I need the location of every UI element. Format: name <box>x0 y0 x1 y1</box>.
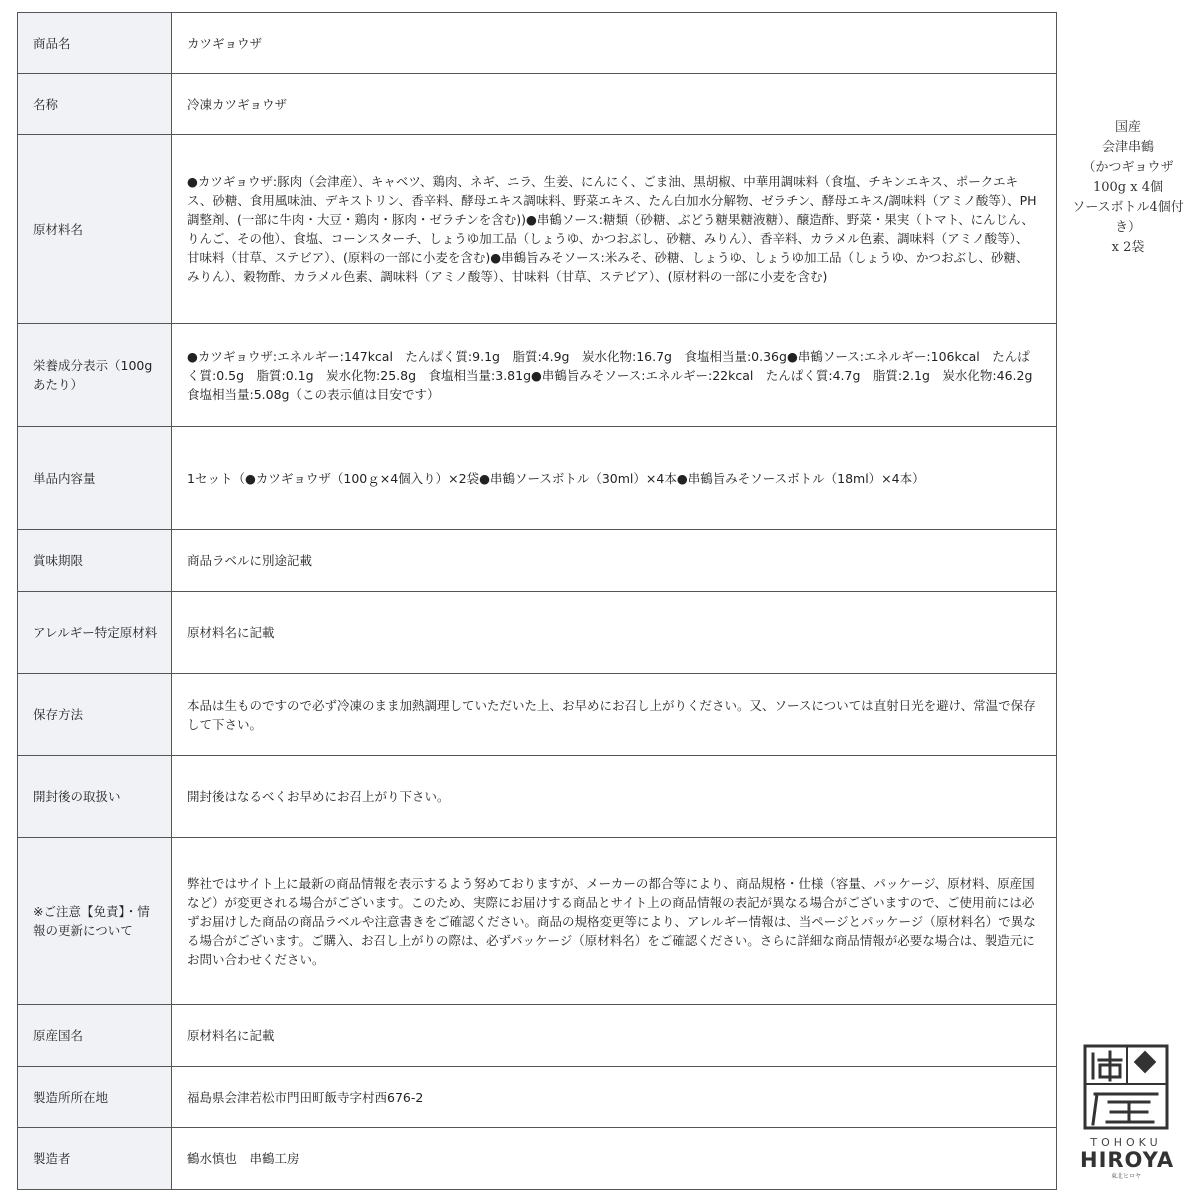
row-value: 弊社ではサイト上に最新の商品情報を表示するよう努めておりますが、メーカーの都合等により、商品規格・仕様（容量、パッケージ、原材料、原産国など）が変更される場合がございます。このため、実際にお届けする商品とサイト上の商品情報の表記が異なる場合がございますので、ご使用前には必ずお届けした商品の商品ラベルや注意書きをご確認ください。商品の規格変更等により、アレルギー情報は、当ページとパッケージ（原材料名）で異なる場合がございます。ご購入、お召し上がりの際は、必ずパッケージ（原材料名）をご確認ください。さらに詳細な商品情報が必要な場合は、製造元にお問い合わせください。 <box>172 838 1057 1005</box>
row-value: 鶴水慎也 串鶴工房 <box>172 1128 1057 1190</box>
table-row <box>18 674 1057 756</box>
table-row <box>18 592 1057 674</box>
row-label: 原産国名 <box>18 1005 172 1067</box>
summary-line: x 2袋 <box>1111 240 1145 255</box>
table-row <box>18 1067 1057 1128</box>
summary-line: 国産 <box>1114 120 1141 135</box>
table-row <box>18 135 1057 324</box>
table-row <box>18 838 1057 1005</box>
row-label: 名称 <box>18 74 172 135</box>
row-label: 製造者 <box>18 1128 172 1190</box>
row-value: 本品は生ものですので必ず冷凍のまま加熱調理していただいた上、お早めにお召し上がりください。又、ソースについては直射日光を避け、常温で保存して下さい。 <box>172 674 1057 756</box>
row-label: 栄養成分表示（100gあたり） <box>18 324 172 427</box>
row-label: ※ご注意【免責】・情報の更新について <box>18 838 172 1005</box>
logo-region-text: TOHOKU <box>1090 1136 1162 1149</box>
summary-line: 会津串鶴 <box>1101 140 1154 155</box>
summary-line: 100g x 4個 <box>1092 180 1163 195</box>
table-row <box>18 1005 1057 1067</box>
logo-brand-name: HIROYA <box>1080 1148 1175 1172</box>
table-row <box>18 756 1057 838</box>
row-label: 単品内容量 <box>18 427 172 530</box>
row-value: 冷凍カツギョウザ <box>172 74 1057 135</box>
row-value: 1セット（●カツギョウザ（100ｇ×4個入り）×2袋●串鶴ソースボトル（30ml）×4本●串鶴旨みそソースボトル（18ml）×4本） <box>172 427 1057 530</box>
row-value: 商品ラベルに別途記載 <box>172 530 1057 592</box>
row-value: カツギョウザ <box>172 13 1057 74</box>
row-label: 商品名 <box>18 13 172 74</box>
logo-subtext: 東北ヒロヤ <box>1110 1173 1141 1180</box>
product-spec-table <box>17 12 1057 1190</box>
table-row <box>18 74 1057 135</box>
row-label: 賞味期限 <box>18 530 172 592</box>
brand-logo <box>1080 1044 1175 1180</box>
row-value: ●カツギョウザ:エネルギー:147kcal たんぱく質:9.1g 脂質:4.9g 炭水化物:16.7g 食塩相当量:0.36g●串鶴ソース:エネルギー:106kcal たんぱく質:0.5g 脂質:0.1g 炭水化物:25.8g 食塩相当量:3.81g●串鶴旨みそソース:エネルギー:22kcal たんぱく質:4.7g 脂質:2.1g 炭水化物:46.2g 食塩相当量:5.08g（この表示値は目安です） <box>172 324 1057 427</box>
summary-line: （かつギョウザ <box>1082 160 1174 175</box>
summary-line: ソースボトル4個付き） <box>1072 200 1184 235</box>
hiroya-mark-icon <box>1083 1044 1169 1130</box>
row-label: 開封後の取扱い <box>18 756 172 838</box>
table-row <box>18 13 1057 74</box>
row-value: 開封後はなるべくお早めにお召上がり下さい。 <box>172 756 1057 838</box>
row-value: ●カツギョウザ:豚肉（会津産）、キャベツ、鶏肉、ネギ、ニラ、生姜、にんにく、ごま油、黒胡椒、中華用調味料（食塩、チキンエキス、ポークエキス、砂糖、食用風味油、デキストリン、香辛料、酵母エキス調味料、野菜エキス、たん白加水分解物、ゼラチン、酵母エキス/調味料（アミノ酸等）、PH調整剤、(一部に牛肉・大豆・鶏肉・豚肉・ゼラチンを含む))●串鶴ソース:糖類（砂糖、ぶどう糖果糖液糖）、醸造酢、野菜・果実（トマト、にんじん、りんご、その他）、食塩、コーンスターチ、しょうゆ加工品（しょうゆ、かつおぶし、砂糖、みりん）、香辛料、カラメル色素、調味料（アミノ酸等）、甘味料（甘草、ステビア）、(原料の一部に小麦を含む)●串鶴旨みそソース:米みそ、砂糖、しょうゆ、しょうゆ加工品（しょうゆ、かつおぶし、砂糖、みりん）、穀物酢、カラメル色素、調味料（アミノ酸等）、甘味料（甘草、ステビア）、(原材料の一部に小麦を含む) <box>172 135 1057 324</box>
row-value: 原材料名に記載 <box>172 592 1057 674</box>
table-row <box>18 530 1057 592</box>
row-label: 保存方法 <box>18 674 172 756</box>
row-value: 原材料名に記載 <box>172 1005 1057 1067</box>
table-row <box>18 324 1057 427</box>
row-value: 福島県会津若松市門田町飯寺字村西676-2 <box>172 1067 1057 1128</box>
table-row <box>18 427 1057 530</box>
row-label: 原材料名 <box>18 135 172 324</box>
table-row <box>18 1128 1057 1190</box>
row-label: 製造所所在地 <box>18 1067 172 1128</box>
row-label: アレルギー特定原材料 <box>18 592 172 674</box>
product-summary <box>1068 118 1188 258</box>
